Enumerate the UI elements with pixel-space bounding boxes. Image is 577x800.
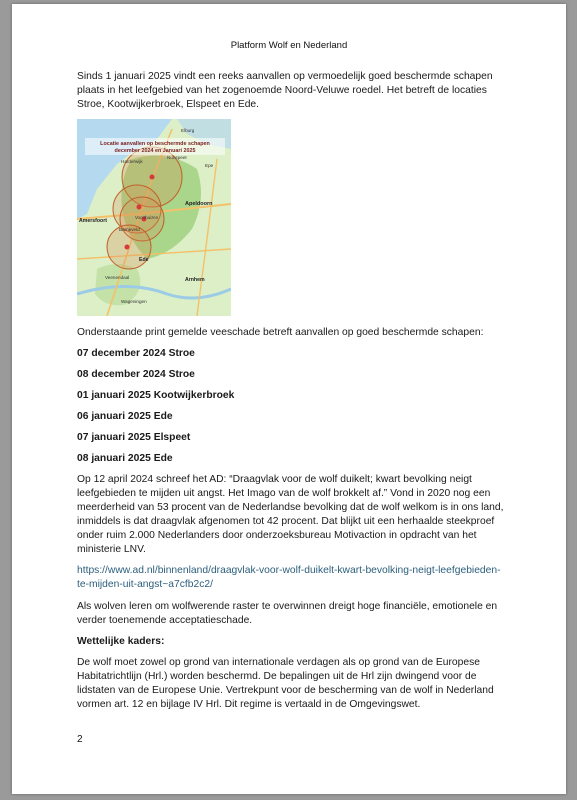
ad-article-link[interactable]: https://www.ad.nl/binnenland/draagvlak-voor-wolf-duikelt-kwart-bevolking-neigt-leefgebieden-te-mijden-uit-angst~a7cfb2c2/ [77, 565, 501, 590]
map-label-harderwijk: Harderwijk [121, 159, 143, 164]
attack-date-item: 01 januari 2025 Kootwijkerbroek [77, 390, 235, 401]
legal-paragraph: De wolf moet zowel op grond van internationale verdagen als op grond van de Europese Habitatrichtlijn (Hrl.) worden beschermd. De bepalingen uit de Hrl zijn dwingend voor de lidstaten van de Europese Unie. Vertrekpunt voor de bescherming van de wolf in Nederland vormen art. 12 en bijlage IV Hrl. Dit regime is vertaald in de Omgevingswet. [77, 657, 494, 710]
map-label-amersfoort: Amersfoort [79, 218, 107, 224]
attack-locations-map [77, 119, 231, 316]
ad-paragraph: Op 12 april 2024 schreef het AD: “Draagvlak voor de wolf duikelt; kwart bevolking neigt leefgebieden te mijden uit angst. Het Imago van de wolf brokkelt af.” Vond in 2020 nog een meerderheid van 53 procent van de Nederlandse bevolking dat de wolf welkom is in ons land, inmiddels is dat draagvlak afgenomen tot 42 procent. Dat blijkt uit een herhaalde steekproef onder ruim 2.000 Nederlanders door onderzoeksbureau Motivaction in opdracht van het ministerie LNV. [77, 474, 504, 555]
map-label-barneveld: Barneveld [119, 227, 140, 232]
map-label-arnhem: Arnhem [185, 277, 205, 283]
map-title-line2: december 2024 en Januari 2025 [114, 148, 196, 154]
print-intro-paragraph: Onderstaande print gemelde veeschade betreft aanvallen op goed beschermde schapen: [77, 327, 484, 338]
map-title-line1: Locatie aanvallen op beschermde schapen [100, 141, 210, 147]
legal-heading: Wettelijke kaders: [77, 636, 165, 647]
map-label-ede: Ede [139, 257, 149, 263]
attack-date-item: 08 december 2024 Stroe [77, 369, 195, 380]
attack-date-item: 07 december 2024 Stroe [77, 348, 195, 359]
page-number: 2 [77, 734, 83, 745]
map-label-elburg: Elburg [181, 128, 195, 133]
attack-dates-list [77, 347, 509, 466]
attack-date-item: 08 januari 2025 Ede [77, 453, 173, 464]
page-content [77, 70, 509, 719]
map-label-veenendaal: Veenendaal [105, 275, 130, 280]
map-label-voorthuizen: Voorthuizen [135, 215, 159, 220]
intro-paragraph: Sinds 1 januari 2025 vindt een reeks aanvallen op vermoedelijk goed beschermde schapen plaats in het leefgebied van het zogenoemde Noord-Veluwe roedel. Het betreft de locaties Stroe, Kootwijkerbroek, Elspeet en Ede. [77, 71, 493, 110]
map-label-wageningen: Wageningen [121, 299, 147, 304]
map-label-epe: Epe [205, 163, 214, 168]
page-header: Platform Wolf en Nederland [230, 40, 348, 51]
map-label-nunspeet: Nunspeet [167, 155, 187, 160]
attack-date-item: 06 januari 2025 Ede [77, 411, 173, 422]
wolves-paragraph: Als wolven leren om wolfwerende raster te overwinnen dreigt hoge financiële, emotionele en verder toenemende acceptatieschade. [77, 601, 498, 626]
document-page [12, 4, 566, 794]
attack-date-item: 07 januari 2025 Elspeet [77, 432, 191, 443]
map-label-apeldoorn: Apeldoorn [185, 201, 213, 207]
